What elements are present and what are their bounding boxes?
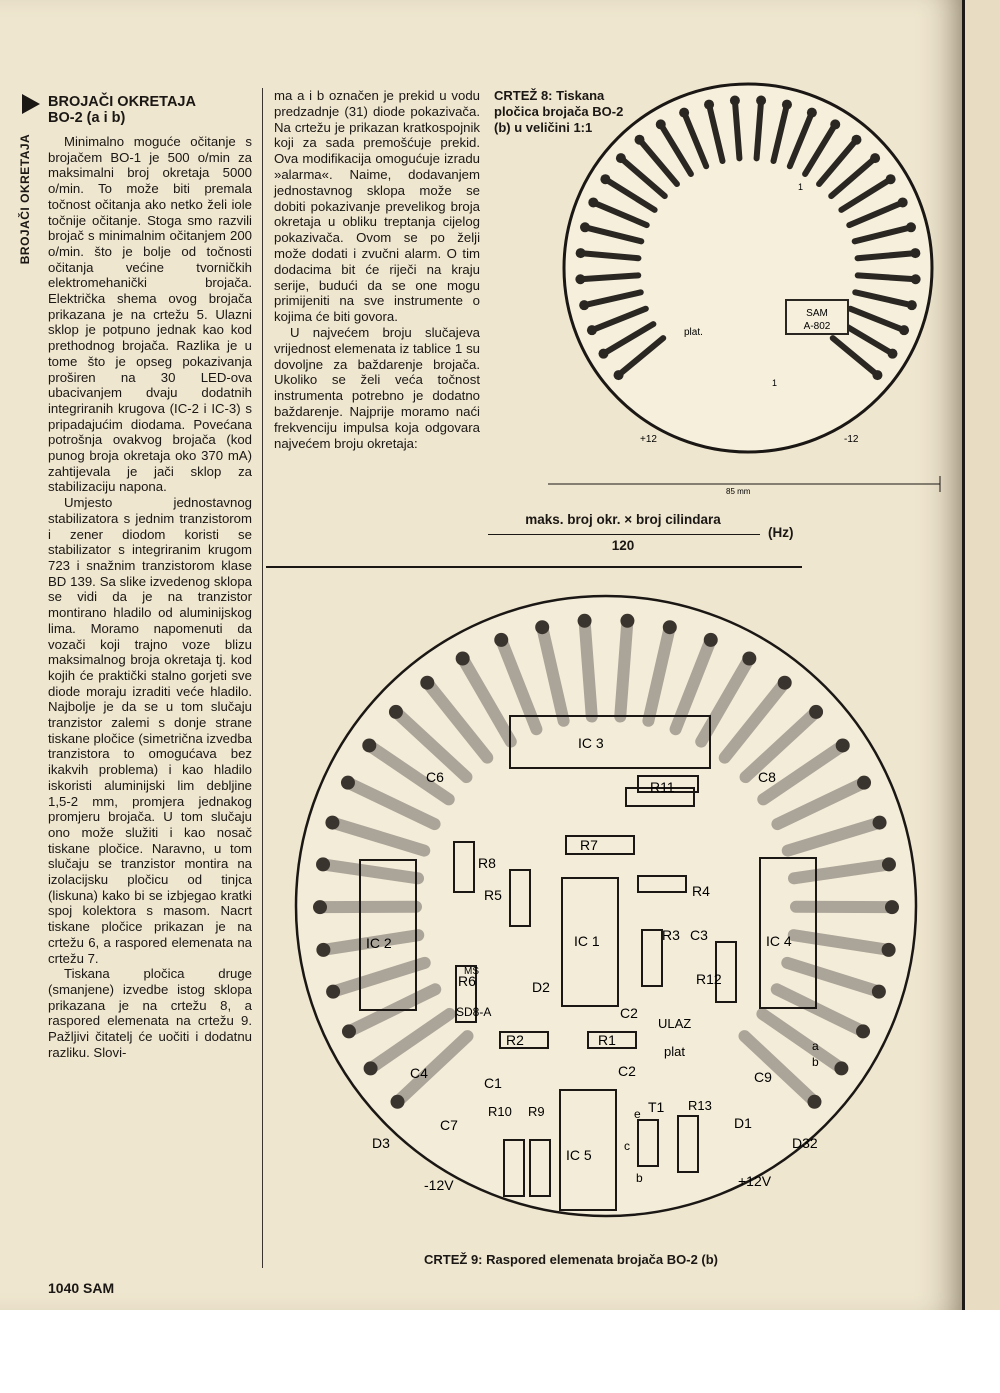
pcb8-sam-label: SAM: [806, 308, 828, 319]
t1-b-label: b: [636, 1171, 643, 1185]
jumper-b-label: b: [812, 1055, 819, 1069]
facing-page-edge: [962, 0, 1000, 1310]
section-side-tab: [10, 130, 34, 280]
pcb8-minus-label: -12: [844, 434, 859, 445]
figure-divider-rule: [266, 566, 802, 568]
c2b-label: C2: [618, 1063, 636, 1079]
paragraph-3: Tiskana pločica druge (smanjene) izvedbe istog sklopa prikazana je na crtežu 8, a raspored elemenata na crtežu 9. Pažljivi čitatelj će uočiti i dodatnu razliku. Slovi-: [48, 966, 252, 1060]
jumper-a-label: a: [812, 1039, 819, 1053]
article-heading: [48, 94, 252, 126]
figure-8-pcb-artwork: [548, 80, 948, 500]
c8-label: C8: [758, 769, 776, 785]
t1-e-label: e: [634, 1107, 641, 1121]
heading-line-2: BO-2 (a i b): [48, 110, 126, 126]
r6-label: R6: [458, 973, 476, 989]
c9-label: C9: [754, 1069, 772, 1085]
c4-label: C4: [410, 1065, 428, 1081]
pcb8-plat-label: plat.: [684, 327, 703, 338]
r9-label: R9: [528, 1104, 545, 1119]
minus12-label: -12V: [424, 1177, 454, 1193]
formula-unit: (Hz): [768, 525, 794, 540]
r11-label: R11: [650, 779, 675, 795]
column-divider: [262, 88, 263, 1268]
r5-label: R5: [484, 887, 502, 903]
paragraph-4: ma a i b označen je prekid u vodu predzadnje (31) diode pokazivača. Na crtežu je prikazan kratkospojnik koji za sada premošćuje prekid. Ova modifikacija omogućuje izradu »alarma«. Naime, dodavanjem jednostavnog sklopa može se dobiti pokazivanje prevelikog broja okretaja u obliku treptanja cijelog pokazivača. Ovom se po želji može dodati i zvučni alarm. O tim dodacima bit će riječi na kraju serije, budući da se one mogu primijeniti na sve instrumente o kojima će biti govora.: [274, 88, 480, 325]
r1-label: R1: [598, 1032, 616, 1048]
t1-c-label: c: [624, 1139, 630, 1153]
scan-margin: [0, 1310, 1000, 1393]
plus12-label: +12V: [738, 1173, 772, 1189]
t1-label: T1: [648, 1099, 665, 1115]
text-column-2: [274, 88, 480, 451]
r3-label: R3: [662, 927, 680, 943]
d1-label: D1: [734, 1115, 752, 1131]
d2-label: D2: [532, 979, 550, 995]
r10-label: R10: [488, 1104, 512, 1119]
r7-label: R7: [580, 837, 598, 853]
heading-line-1: BROJAČI OKRETAJA: [48, 94, 196, 110]
formula-numerator: maks. broj okr. × broj cilindara: [525, 512, 721, 527]
sdba-label: SD8-A: [456, 1005, 492, 1019]
page-folio: 1040 SAM: [48, 1280, 115, 1296]
ic3-label: IC 3: [578, 735, 604, 751]
c1-label: C1: [484, 1075, 502, 1091]
ic2-label: IC 2: [366, 935, 392, 951]
r8-label: R8: [478, 855, 496, 871]
figure-9-component-layout: [292, 572, 920, 1240]
c7-label: C7: [440, 1117, 458, 1133]
side-tab-label: BROJAČI OKRETAJA: [18, 133, 32, 265]
text-column-1: [48, 94, 252, 1060]
pcb8-pin1b-label: 1: [772, 378, 778, 388]
r12-label: R12: [696, 971, 722, 987]
paragraph-5: U najvećem broju slučajeva vrijednost elemenata iz tablice 1 su dovoljne za baždarenje brojača. Ukoliko se želi veća točnost instrumenta potrebno je dodatno baždarenje. Najprije moramo naći frekvenciju impulsa koja odgovara najvećem broju okretaja:: [274, 324, 480, 451]
ic4-label: IC 4: [766, 933, 792, 949]
pcb8-pin1-label: 1: [798, 182, 804, 192]
r4-label: R4: [692, 883, 710, 899]
pcb8-code-label: A-802: [803, 321, 831, 332]
ms-label: MS: [464, 966, 479, 977]
r13-label: R13: [688, 1098, 712, 1113]
d3-label: D3: [372, 1135, 390, 1151]
figure-8-caption: CRTEŽ 8: Tiskana pločica brojača BO-2 (b) u veličini 1:1: [494, 88, 624, 135]
r2-label: R2: [506, 1032, 524, 1048]
pcb8-plus-label: +12: [640, 434, 657, 445]
formula-denominator: 120: [611, 538, 635, 553]
pcb8-dimension-label: 85 mm: [726, 487, 751, 496]
paragraph-2: Umjesto jednostavnog stabilizatora s jednim tranzistorom i zener diodom koristi se stabilizator s integriranim krugom 723 i snažnim tranzistorom klase BD 139. Sa slike izvedenog sklopa se vidi da je na tranzistor montirano hladilo od aluminijskog lima. Moramo napomenuti da vozači koji trajno voze blizu maksimalnog broja okretaja tj. kod kojih će praktički stalno gorjeti sve diode moraju izraditi veće hladilo. Najbolje je da se u tom slučaju tranzistor zalemi s donje strane tiskane pločice (simetrična izvedba tranzistora to omogućava bez ikakvih problema) i kao hladilo iskoristi aluminijski lim debljine 1,5-2 mm, promjera jednakog promjeru brojača. U tom slučaju ono može služiti i kao nosač tiskane pločice. Naravno, u tom slučaju se tranzistor montira na izolacijsku pločicu od tinjca (liskuna) kako bi se izbjegao kratki spoj kolektora s masom. Nacrt tiskane pločice prikazan je na crtežu 6, a raspored elemenata na crtežu 7.: [48, 495, 252, 966]
ulaz-label: ULAZ: [658, 1016, 692, 1031]
plat-label: plat: [664, 1044, 685, 1059]
d32-label: D32: [792, 1135, 818, 1151]
formula-fraction-bar: [488, 534, 760, 535]
c2-label: C2: [620, 1005, 638, 1021]
c6-label: C6: [426, 769, 444, 785]
c3-label: C3: [690, 927, 708, 943]
paragraph-1: Minimalno moguće očitanje s brojačem BO-1 je 500 o/min za maksimalni broj okretaja 5000 o/min. To može biti premala točnost očitanja ako netko želi iole točnije očitanje. Stoga smo razvili brojač s minimalnim očitanjem 200 o/min. što je bolje od točnosti očitanja većine tvorničkih elektromehanički brojača. Električka shema ovog brojača prikazana je na crtežu 5. Ulazni sklop je potpuno jednak kao kod prethodnog brojača. Razlika je u tome što je opseg pokazivanja proširen na 30 LED-ova ubacivanjem dvaju dodatnih integriranih krugova (IC-2 i IC-3) s pripadajućim diodama. Povećana potrošnja ovakvog brojača (kod punog broja okretaja oko 370 mA) zahtijevala je jači sklop za stabilizaciju napona.: [48, 134, 252, 495]
figure-9-caption: CRTEŽ 9: Raspored elemenata brojača BO-2 (b): [424, 1252, 719, 1267]
ic5-label: IC 5: [566, 1147, 592, 1163]
heading-arrow-icon: [22, 94, 40, 114]
ic1-label: IC 1: [574, 933, 600, 949]
